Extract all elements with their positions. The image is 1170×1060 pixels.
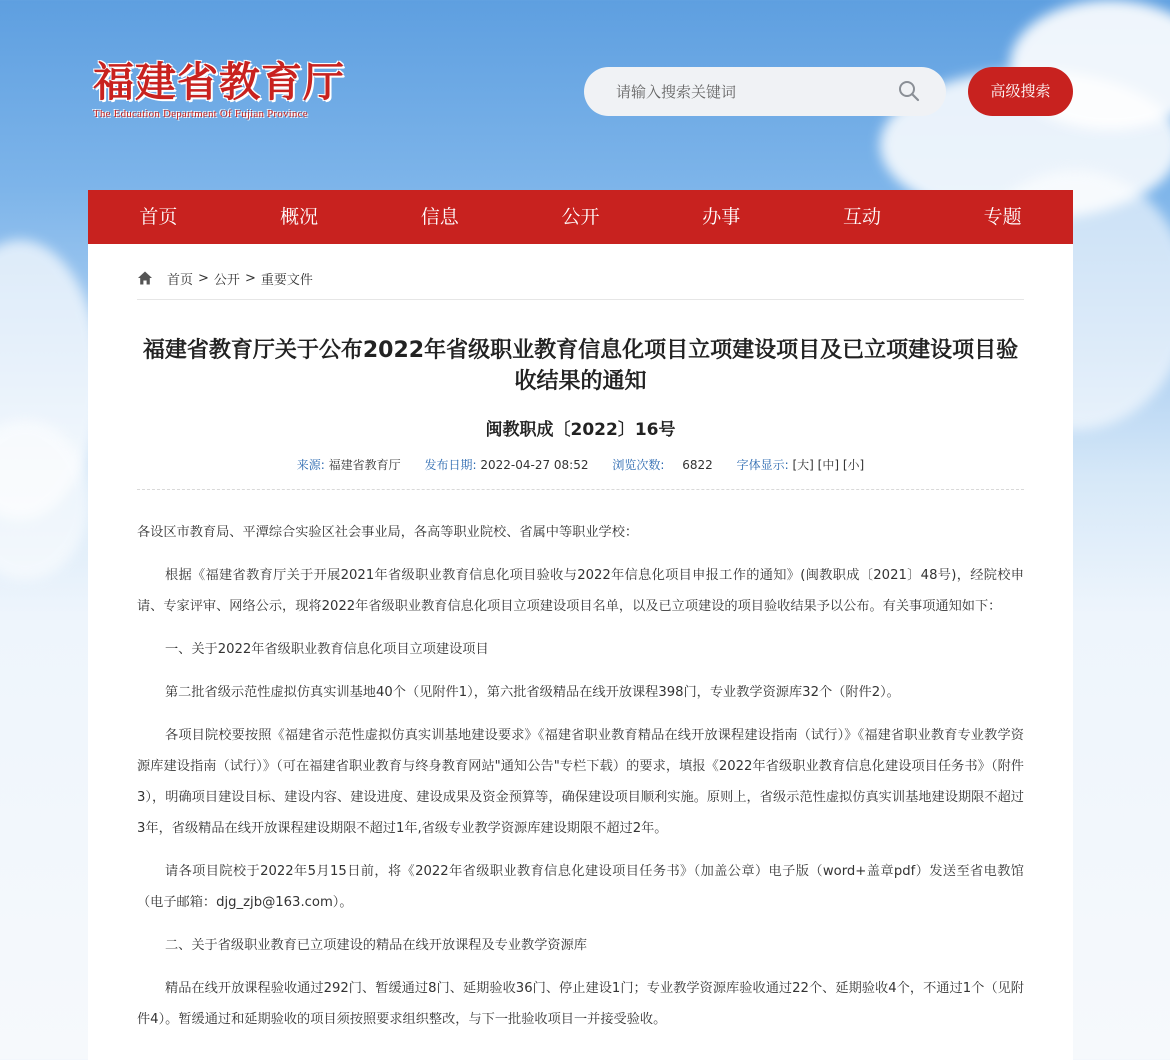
search-icon[interactable] bbox=[898, 80, 920, 102]
article-paragraph: 一、关于2022年省级职业教育信息化项目立项建设项目 bbox=[165, 642, 489, 657]
nav-item-services[interactable]: 办事 bbox=[702, 206, 741, 228]
font-size-medium-button[interactable]: [中] bbox=[817, 458, 840, 472]
breadcrumb bbox=[137, 268, 313, 288]
article-meta bbox=[137, 456, 1024, 473]
breadcrumb-separator: > bbox=[198, 270, 209, 286]
search-box bbox=[584, 67, 946, 116]
nav-item-information[interactable]: 信息 bbox=[420, 206, 459, 228]
date-value: 2022-04-27 08:52 bbox=[480, 458, 589, 472]
article-paragraph: 根据《福建省教育厅关于开展2021年省级职业教育信息化项目验收与2022年信息化项目申报工作的通知》(闽教职成〔2021〕48号)，经院校申请、专家评审、网络公示，现将2022年省级职业教育信息化项目立项建设项目名单，以及已立项建设的项目验收结果予以公布。有关事项通知如下： bbox=[137, 568, 1024, 614]
font-size-large-button[interactable]: [大] bbox=[792, 458, 814, 472]
document-number: 闽教职成〔2022〕16号 bbox=[485, 420, 676, 440]
nav-item-topics[interactable]: 专题 bbox=[983, 206, 1022, 228]
breadcrumb-disclosure[interactable]: 公开 bbox=[213, 272, 240, 288]
divider bbox=[137, 299, 1024, 300]
nav-item-interaction[interactable]: 互动 bbox=[842, 206, 881, 228]
article-paragraph: 各项目院校要按照《福建省示范性虚拟仿真实训基地建设要求》《福建省职业教育精品在线开放课程建设指南（试行）》《福建省职业教育专业教学资源库建设指南（试行）》（可在福建省职业教育与终身教育网站"通知公告"专栏下载）的要求，填报《2022年省级职业教育信息化建设项目任务书》（附件3），明确项目建设目标、建设内容、建设进度、建设成果及资金预算等，确保建设项目顺利实施。原则上，省级示范性虚拟仿真实训基地建设期限不超过3年，省级精品在线开放课程建设期限不超过1年,省级专业教学资源库建设期限不超过2年。 bbox=[137, 728, 1024, 836]
breadcrumb-separator: > bbox=[244, 270, 256, 286]
logo-chinese-title: 福建省教育厅 bbox=[93, 58, 345, 106]
content-panel bbox=[88, 244, 1073, 1060]
nav-item-home[interactable]: 首页 bbox=[139, 206, 178, 228]
views-label: 浏览次数: bbox=[612, 458, 665, 472]
advanced-search-button[interactable]: 高级搜索 bbox=[968, 67, 1073, 116]
article-title: 福建省教育厅关于公布2022年省级职业教育信息化项目立项建设项目及已立项建设项目验收结果的通知 bbox=[142, 338, 1019, 394]
site-logo[interactable] bbox=[93, 58, 353, 120]
article-paragraph: 请各项目院校于2022年5月15日前，将《2022年省级职业教育信息化建设项目任务书》（加盖公章）电子版（word+盖章pdf）发送至省电教馆（电子邮箱：djg_zjb@163.com）。 bbox=[137, 864, 1024, 910]
breadcrumb-home[interactable]: 首页 bbox=[167, 272, 194, 288]
article-paragraph: 各设区市教育局、平潭综合实验区社会事业局，各高等职业院校、省属中等职业学校： bbox=[137, 525, 639, 540]
article-paragraph: 第二批省级示范性虚拟仿真实训基地40个（见附件1），第六批省级精品在线开放课程398门，专业教学资源库32个（附件2）。 bbox=[165, 685, 900, 700]
home-icon bbox=[137, 270, 153, 286]
search-input[interactable] bbox=[614, 79, 898, 105]
article-body bbox=[137, 517, 1024, 1035]
source-value: 福建省教育厅 bbox=[328, 458, 401, 472]
breadcrumb-important-documents[interactable]: 重要文件 bbox=[260, 272, 313, 288]
nav-item-disclosure[interactable]: 公开 bbox=[561, 206, 600, 228]
views-value: 6822 bbox=[682, 458, 713, 472]
logo-english-subtitle: The Education Department Of Fujian Province bbox=[93, 108, 308, 120]
article-paragraph: 二、关于省级职业教育已立项建设的精品在线开放课程及专业教学资源库 bbox=[165, 938, 587, 953]
nav-item-overview[interactable]: 概况 bbox=[280, 206, 319, 228]
divider bbox=[137, 489, 1024, 490]
font-size-small-button[interactable]: [小] bbox=[842, 458, 865, 472]
article-paragraph: 精品在线开放课程验收通过292门、暂缓通过8门、延期验收36门、停止建设1门；专业教学资源库验收通过22个、延期验收4个，不通过1个（见附件4）。暂缓通过和延期验收的项目须按照要求组织整改，与下一批验收项目一并接受验收。 bbox=[137, 981, 1024, 1027]
date-label: 发布日期: bbox=[424, 458, 477, 472]
font-size-label: 字体显示: bbox=[736, 458, 789, 472]
source-label: 来源: bbox=[296, 458, 325, 472]
main-nav bbox=[88, 190, 1073, 244]
